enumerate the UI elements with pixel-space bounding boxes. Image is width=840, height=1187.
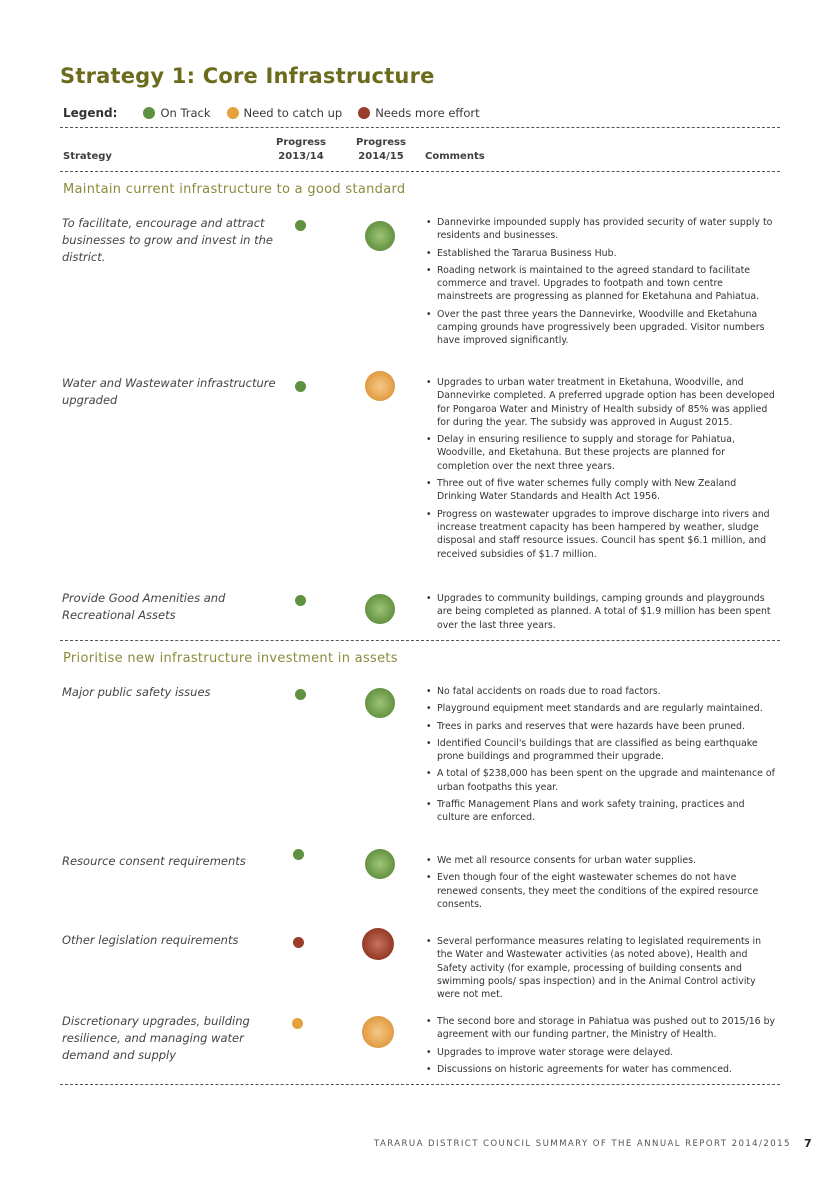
column-header-line: 2013/14 <box>278 151 324 162</box>
comment-item: • The second bore and storage in Pahiatua was pushed out to 2015/16 by agreement with our funding partner, the Ministry of Health. <box>426 1015 778 1042</box>
strategy-label: Major public safety issues <box>62 685 211 699</box>
legend-item-on-track <box>143 106 210 120</box>
comment-item: • Dannevirke impounded supply has provided security of water supply to residents and businesses. <box>426 216 778 243</box>
comment-item: • Trees in parks and reserves that were hazards have been pruned. <box>426 720 778 733</box>
comment-item: • Over the past three years the Dannevirke, Woodville and Eketahuna camping grounds have progressively been upgraded. Visitor numbers have improved significantly. <box>426 308 778 348</box>
comment-item: • Roading network is maintained to the agreed standard to facilitate commerce and travel. Upgrades to footpath and town centre mainstreets are progressing as planned for Eketahuna and Pahiatua. <box>426 264 778 304</box>
comments-list <box>426 1015 778 1080</box>
comment-item: • Three out of five water schemes fully comply with New Zealand Drinking Water Standards and Health Act 1956. <box>426 477 778 504</box>
legend-item-label: Needs more effort <box>375 106 480 120</box>
comments-list <box>426 685 778 829</box>
strategy-label: Provide Good Amenities and Recreational Assets <box>62 591 226 622</box>
status-dot-2013 <box>295 220 306 231</box>
divider <box>60 171 780 172</box>
status-dot-2014 <box>365 594 395 624</box>
strategy-label: Discretionary upgrades, building resilience, and managing water demand and supply <box>62 1014 250 1062</box>
page-footer: TARARUA DISTRICT COUNCIL SUMMARY OF THE ANNUAL REPORT 2014/2015 <box>374 1139 791 1149</box>
comments-list <box>426 854 778 915</box>
status-dot-2014 <box>362 1016 394 1048</box>
column-header-line: 2014/15 <box>358 151 404 162</box>
column-header-line: Progress <box>356 137 406 148</box>
comments-list <box>426 216 778 352</box>
red-dot-icon <box>358 107 370 119</box>
comments-list <box>426 376 778 565</box>
comment-item: • Progress on wastewater upgrades to improve discharge into rivers and increase treatment capacity has been hampered by weather, sludge disposal and staff resource issues. Council has spent $6.1 million, and received subsidies of $1.7 million. <box>426 508 778 561</box>
comment-item: • A total of $238,000 has been spent on the upgrade and maintenance of urban footpaths this year. <box>426 767 778 794</box>
status-dot-2013 <box>295 689 306 700</box>
green-dot-icon <box>143 107 155 119</box>
orange-dot-icon <box>227 107 239 119</box>
comment-item: • Even though four of the eight wastewater schemes do not have renewed consents, they meet the conditions of the expired resource consents. <box>426 871 778 911</box>
status-dot-2013 <box>293 937 304 948</box>
status-dot-2013 <box>293 849 304 860</box>
legend-item-catch-up <box>227 106 343 120</box>
status-dot-2014 <box>365 688 395 718</box>
legend-item-label: Need to catch up <box>243 106 343 120</box>
comment-item: • Playground equipment meet standards and are regularly maintained. <box>426 702 778 715</box>
status-dot-2014 <box>365 371 395 401</box>
column-header-strategy: Strategy <box>63 151 112 162</box>
page-title: Strategy 1: Core Infrastructure <box>60 64 435 88</box>
status-dot-2013 <box>292 1018 303 1029</box>
divider <box>60 1084 780 1085</box>
comment-item: • Upgrades to improve water storage were delayed. <box>426 1046 778 1059</box>
comment-item: • We met all resource consents for urban water supplies. <box>426 854 778 867</box>
comment-item: • Upgrades to community buildings, camping grounds and playgrounds are being completed as planned. A total of $1.9 million has been spent over the last three years. <box>426 592 778 632</box>
comment-item: • Identified Council's buildings that are classified as being earthquake prone buildings and programmed their upgrade. <box>426 737 778 764</box>
column-header-comments: Comments <box>425 151 485 162</box>
strategy-label: Other legislation requirements <box>62 933 239 947</box>
divider <box>60 640 780 641</box>
legend-item-label: On Track <box>160 106 211 120</box>
strategy-label: Resource consent requirements <box>62 854 246 868</box>
comment-item: • Several performance measures relating to legislated requirements in the Water and Wastewater activities (as noted above), Health and Safety activity (for example, processing of building consents and swimming pools/ spas inspection) and in the Animal Control activity were not met. <box>426 935 778 1001</box>
strategy-label: Water and Wastewater infrastructure upgraded <box>62 376 276 407</box>
divider <box>60 127 780 128</box>
status-dot-2014 <box>365 849 395 879</box>
comment-item: • Discussions on historic agreements for water has commenced. <box>426 1063 778 1076</box>
comments-list <box>426 935 778 1005</box>
legend <box>63 106 496 120</box>
section-title: Maintain current infrastructure to a good standard <box>63 182 406 197</box>
column-header-progress-2014 <box>350 136 412 164</box>
comments-list <box>426 592 778 636</box>
column-header-line: Progress <box>276 137 326 148</box>
status-dot-2013 <box>295 595 306 606</box>
comment-item: • No fatal accidents on roads due to road factors. <box>426 685 778 698</box>
status-dot-2014 <box>362 928 394 960</box>
status-dot-2014 <box>365 221 395 251</box>
status-dot-2013 <box>295 381 306 392</box>
comment-item: • Traffic Management Plans and work safety training, practices and culture are enforced. <box>426 798 778 825</box>
legend-label: Legend: <box>63 106 118 120</box>
comment-item: • Established the Tararua Business Hub. <box>426 247 778 260</box>
page-number: 7 <box>804 1137 812 1150</box>
column-header-progress-2013 <box>270 136 332 164</box>
legend-item-more-effort <box>358 106 479 120</box>
strategy-label: To facilitate, encourage and attract businesses to grow and invest in the district. <box>62 216 273 264</box>
comment-item: • Upgrades to urban water treatment in Eketahuna, Woodville, and Dannevirke completed. A preferred upgrade option has been developed for Pongaroa Water and Ministry of Health subsidy of 85% was applied for during the year. The subsidy was approved in August 2015. <box>426 376 778 429</box>
comment-item: • Delay in ensuring resilience to supply and storage for Pahiatua, Woodville, and Eketahuna. But these projects are planned for completion over the next three years. <box>426 433 778 473</box>
section-title: Prioritise new infrastructure investment in assets <box>63 651 398 666</box>
